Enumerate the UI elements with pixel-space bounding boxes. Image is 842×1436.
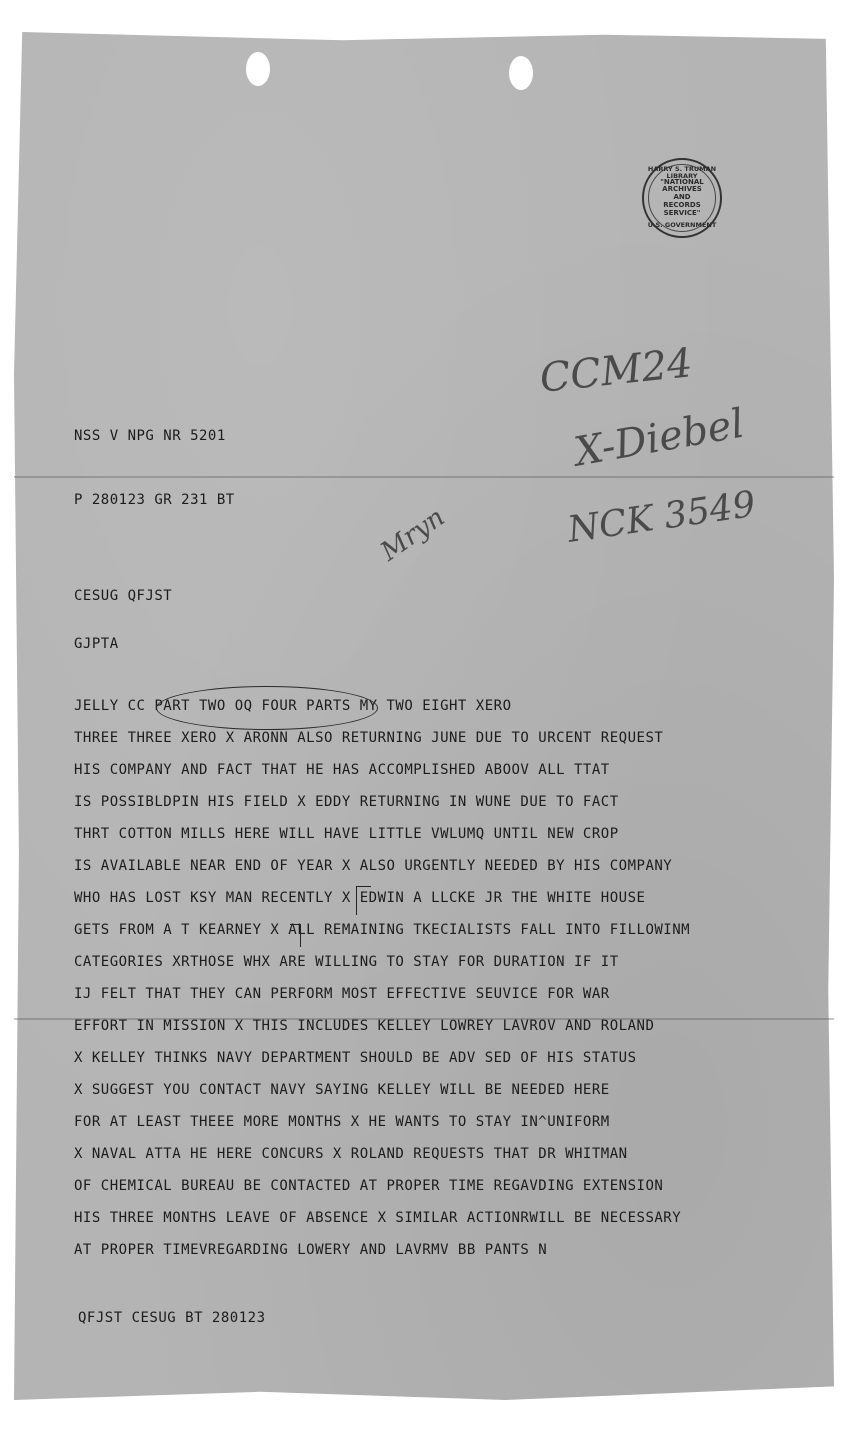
fold-line-upper	[14, 476, 834, 478]
message-line: FOR AT LEAST THEEE MORE MONTHS X HE WANTS TO STAY IN^UNIFORM	[74, 1114, 610, 1130]
message-line: AT PROPER TIMEVREGARDING LOWERY AND LAVRMV BB PANTS N	[74, 1242, 548, 1258]
message-line: IJ FELT THAT THEY CAN PERFORM MOST EFFECTIVE SEUVICE FOR WAR	[74, 986, 610, 1002]
message-line: EFFORT IN MISSION X THIS INCLUDES KELLEY LOWREY LAVROV AND ROLAND	[74, 1018, 655, 1034]
message-line: X KELLEY THINKS NAVY DEPARTMENT SHOULD BE ADV SED OF HIS STATUS	[74, 1050, 637, 1066]
telegram-paper	[14, 32, 834, 1400]
message-line: GETS FROM A T KEARNEY X ALL REMAINING TKECIALISTS FALL INTO FILLOWINM	[74, 922, 691, 938]
header-routing-line: NSS V NPG NR 5201	[74, 428, 226, 444]
punch-hole-left	[246, 52, 270, 86]
handwritten-code-nck: NCK 3549	[565, 483, 759, 551]
circled-annotation	[156, 686, 378, 730]
stamp-top-text: HARRY S. TRUMAN LIBRARY	[647, 165, 717, 181]
header-callsign-line: CESUG QFJST	[74, 588, 173, 604]
message-line: IS POSSIBLDPIN HIS FIELD X EDDY RETURNING IN WUNE DUE TO FACT	[74, 794, 619, 810]
stamp-middle-text: "NATIONAL ARCHIVES AND RECORDS SERVICE"	[660, 177, 704, 217]
message-line: X NAVAL ATTA HE HERE CONCURS X ROLAND REQUESTS THAT DR WHITMAN	[74, 1146, 628, 1162]
bracket-open-mark	[356, 886, 371, 915]
message-line: IS AVAILABLE NEAR END OF YEAR X ALSO URGENTLY NEEDED BY HIS COMPANY	[74, 858, 673, 874]
handwritten-name: X-Diebel	[571, 400, 748, 476]
bracket-close-mark	[290, 924, 301, 947]
message-line: THRT COTTON MILLS HERE WILL HAVE LITTLE VWLUMQ UNTIL NEW CROP	[74, 826, 619, 842]
handwritten-code-ccm: CCM24	[537, 340, 695, 402]
message-line: CATEGORIES XRTHOSE WHX ARE WILLING TO STAY FOR DURATION IF IT	[74, 954, 619, 970]
message-line: HIS COMPANY AND FACT THAT HE HAS ACCOMPLISHED ABOOV ALL TTAT	[74, 762, 610, 778]
message-line: THREE THREE XERO X ARONN ALSO RETURNING JUNE DUE TO URCENT REQUEST	[74, 730, 664, 746]
message-line: X SUGGEST YOU CONTACT NAVY SAYING KELLEY WILL BE NEEDED HERE	[74, 1082, 610, 1098]
handwritten-initials: Mryn	[375, 502, 451, 568]
header-priority-line: P 280123 GR 231 BT	[74, 492, 235, 508]
footer-line: QFJST CESUG BT 280123	[78, 1310, 266, 1326]
header-code-line: GJPTA	[74, 636, 119, 652]
stamp-bottom-text: U.S. GOVERNMENT	[647, 220, 717, 229]
archive-stamp	[642, 158, 722, 238]
message-line: JELLY CC PART TWO OQ FOUR PARTS MY TWO EIGHT XERO	[74, 698, 512, 714]
message-line: HIS THREE MONTHS LEAVE OF ABSENCE X SIMILAR ACTIONRWILL BE NECESSARY	[74, 1210, 682, 1226]
message-line: WHO HAS LOST KSY MAN RECENTLY X EDWIN A LLCKE JR THE WHITE HOUSE	[74, 890, 646, 906]
punch-hole-right	[509, 56, 533, 90]
message-line: OF CHEMICAL BUREAU BE CONTACTED AT PROPER TIME REGAVDING EXTENSION	[74, 1178, 664, 1194]
